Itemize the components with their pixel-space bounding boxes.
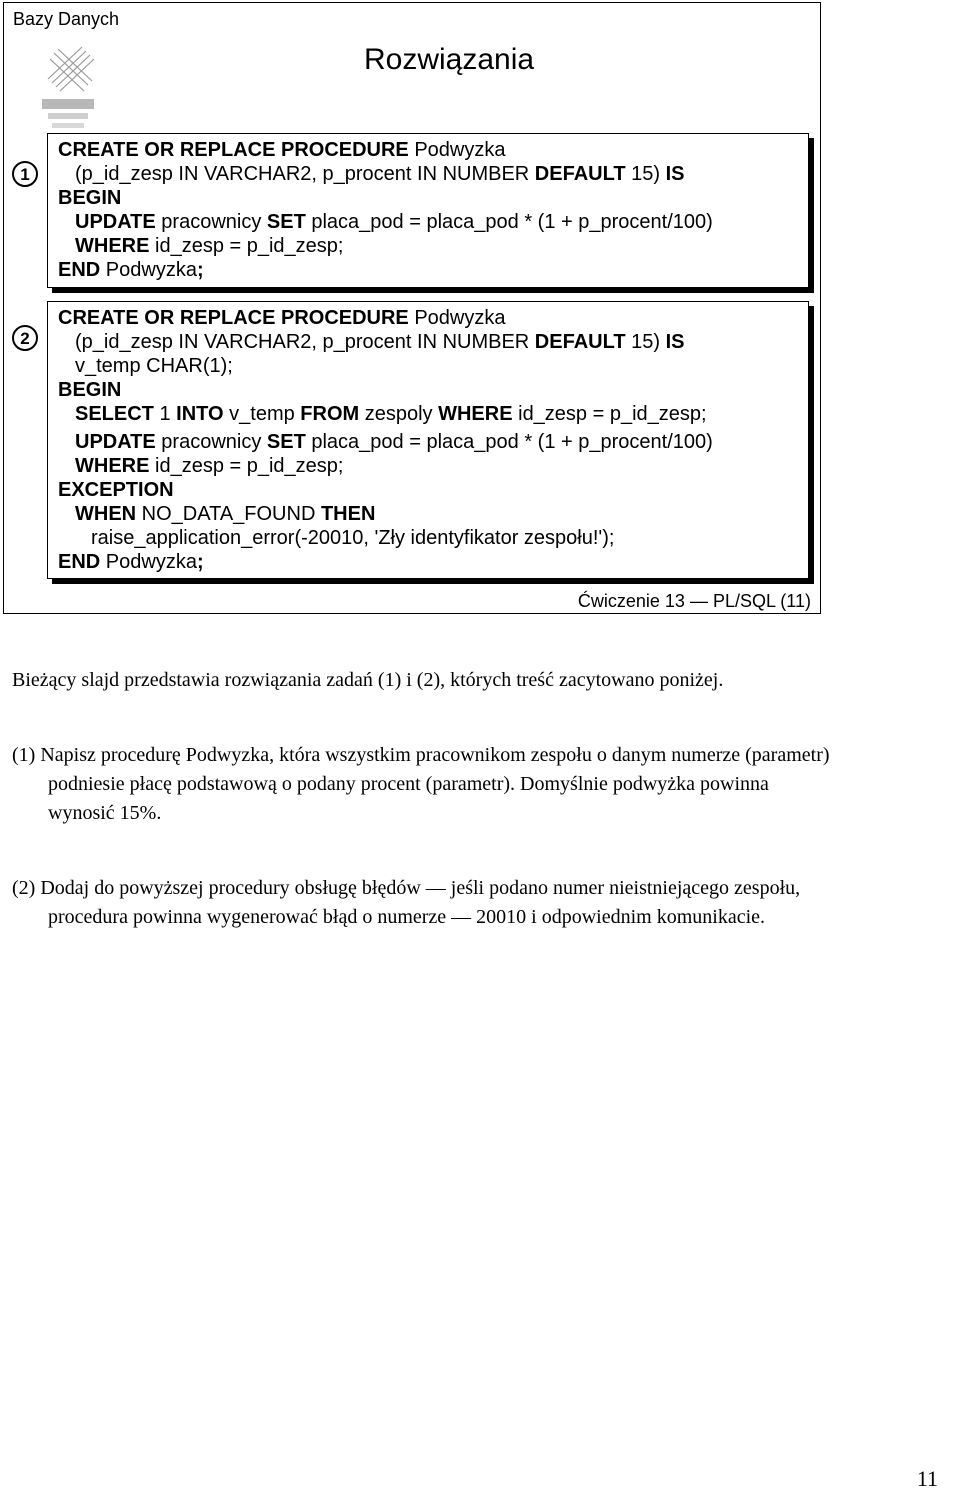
code-keyword: CREATE OR REPLACE PROCEDURE [58,139,415,161]
code-keyword: FROM [300,403,360,425]
code-keyword: END [58,551,101,573]
page-number: 11 [916,1466,938,1491]
slide-footer: Ćwiczenie 13 — PL/SQL (11) [577,591,811,611]
course-title: Bazy Danych [13,9,120,29]
slide-title: Rozwiązania [364,43,535,76]
university-logo-icon [40,39,96,131]
solution-1-marker: 1 [12,161,38,187]
code-keyword: WHERE [438,403,513,425]
code-text: (p_id_zesp IN VARCHAR2, p_procent IN NUMBER [75,331,535,353]
lecture-notes [12,666,832,978]
code-line [48,210,808,234]
solution-2-marker: 2 [12,325,38,351]
code-text: v_temp CHAR(1); [75,355,233,377]
code-keyword: INTO [176,403,224,425]
code-keyword: IS [665,331,685,353]
code-keyword: SET [266,211,306,233]
code-keyword: UPDATE [75,211,156,233]
code-keyword: WHERE [75,235,150,257]
solution-1-code-box [47,133,809,288]
code-keyword: SELECT [75,403,154,425]
code-text: id_zesp = p_id_zesp; [149,455,344,477]
code-line [48,478,808,502]
code-text: id_zesp = p_id_zesp; [149,235,344,257]
code-keyword: SET [266,431,306,453]
notes-task-1: (1) Napisz procedurę Podwyzka, która wszystkim pracownikom zespołu o danym numerze (parametr) podniesie płacę podstawową o podany procent (parametr). Domyślnie podwyżka powinna wynosić 15%. [12,744,830,824]
code-line [48,138,808,162]
solution-2-code-box [47,301,809,579]
code-keyword: ; [196,259,204,281]
code-text: Podwyzka [100,259,197,281]
slide [3,2,821,614]
code-text: v_temp [223,403,301,425]
code-text: pracownicy [155,211,267,233]
code-keyword: IS [665,163,685,185]
code-keyword: THEN [320,503,376,525]
code-line [48,330,808,354]
code-text: pracownicy [155,431,267,453]
code-text: Podwyzka [414,307,506,329]
code-line [48,430,808,454]
code-text: Podwyzka [100,551,197,573]
code-keyword: UPDATE [75,431,156,453]
code-text: placa_pod = placa_pod * (1 + p_procent/100) [305,211,713,233]
code-line [48,502,808,526]
code-text: Podwyzka [414,139,506,161]
code-text: zespoly [359,403,439,425]
code-line [48,454,808,478]
code-line [48,186,808,210]
code-keyword: END [58,259,101,281]
code-text: (p_id_zesp IN VARCHAR2, p_procent IN NUMBER [75,163,535,185]
code-line [48,402,808,426]
code-line [48,526,808,550]
code-keyword: EXCEPTION [58,479,174,501]
code-line [48,306,808,330]
code-keyword: CREATE OR REPLACE PROCEDURE [58,307,415,329]
code-keyword: BEGIN [58,187,122,209]
code-text: id_zesp = p_id_zesp; [512,403,707,425]
code-keyword: DEFAULT [534,331,626,353]
code-keyword: WHERE [75,455,150,477]
code-keyword: WHEN [75,503,137,525]
code-line [48,258,808,282]
notes-task-2: (2) Dodaj do powyższej procedury obsługę błędów — jeśli podano numer nieistniejącego zespołu, procedura powinna wygenerować błąd o numerze — 20010 i odpowiednim komunikacie. [12,877,801,928]
code-text: 15) [625,163,666,185]
code-text: raise_application_error(-20010, 'Zły identyfikator zespołu!'); [91,527,615,549]
code-line [48,354,808,378]
code-keyword: ; [196,551,204,573]
code-keyword: DEFAULT [534,163,626,185]
code-text: 15) [625,331,666,353]
code-text: 1 [153,403,177,425]
code-line [48,550,808,574]
code-line [48,234,808,258]
code-line [48,162,808,186]
code-text: placa_pod = placa_pod * (1 + p_procent/100) [305,431,713,453]
code-text: NO_DATA_FOUND [136,503,321,525]
code-keyword: BEGIN [58,379,122,401]
code-line [48,378,808,402]
notes-intro: Bieżący slajd przedstawia rozwiązania zadań (1) i (2), których treść zacytowano poniżej. [12,669,724,691]
